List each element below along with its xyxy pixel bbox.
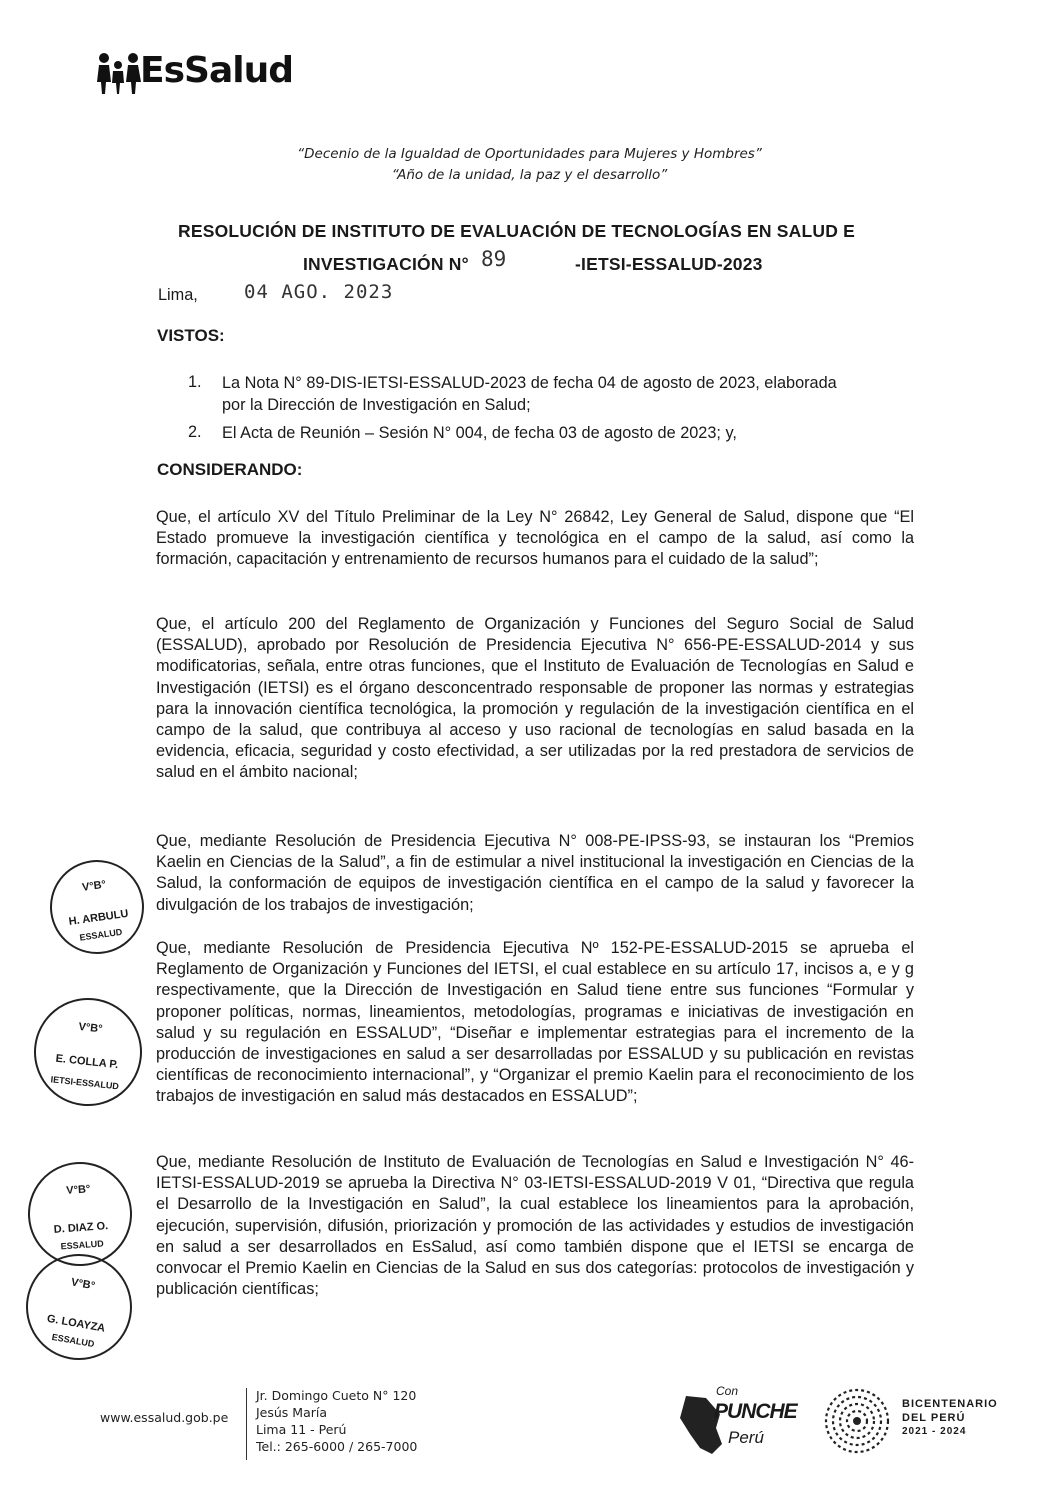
considerando-paragraph: Que, el artículo XV del Título Preliminar de la Ley N° 26842, Ley General de Salud, dispone que “El Estado promueve la investigación científica y tecnológica en el campo de la salud, así como la formación, capacitación y entrenamiento de recursos humanos para el cuidado de la salud”; <box>156 508 914 569</box>
footer-website[interactable]: www.essalud.gob.pe <box>100 1410 229 1425</box>
vistos-item-text: por la Dirección de Investigación en Salud; <box>222 396 531 414</box>
bicentenario-sun-icon <box>822 1386 892 1456</box>
vistos-item-text: La Nota N° 89-DIS-IETSI-ESSALUD-2023 de fecha 04 de agosto de 2023, elaborada <box>222 374 837 392</box>
considerando-heading: CONSIDERANDO: <box>157 460 303 479</box>
essalud-logo <box>96 46 316 104</box>
footer-address-line: Jr. Domingo Cueto N° 120 <box>256 1388 417 1403</box>
footer-address-line: Lima 11 - Perú <box>256 1422 347 1437</box>
con-punche-peru-logo <box>676 1384 806 1460</box>
slogan-decade: “Decenio de la Igualdad de Oportunidades para Mujeres y Hombres” <box>297 146 762 162</box>
stamp-vb: V°B° <box>70 1276 96 1293</box>
vistos-item-number: 2. <box>188 423 202 441</box>
vistos-heading: VISTOS: <box>157 326 225 345</box>
stamp-name: G. LOAYZA <box>46 1312 107 1335</box>
family-icon <box>96 50 142 96</box>
bicentenario-line-1: BICENTENARIO <box>902 1398 998 1410</box>
resolution-title-line-1: RESOLUCIÓN DE INSTITUTO DE EVALUACIÓN DE TECNOLOGÍAS EN SALUD E <box>178 221 855 241</box>
considerando-paragraph: Que, mediante Resolución de Instituto de Evaluación de Tecnologías en Salud e Investigación N° 46-IETSI-ESSALUD-2019 se aprueba la Directiva N° 03-IETSI-ESSALUD-2019 V 01, “Directiva que regula el Desarrollo de la Investigación en Salud”, la cual establece los lineamientos para la aprobación, ejecución, supervisión, difusión, priorización y promoción de las actividades y estudios de investigación en salud a ser desarrollados en EsSalud, así como también dispone que el IETSI se encarga de convocar el Premio Kaelin en Ciencias de la Salud en sus dos categorías: protocolos de investigación y publicación científicas; <box>156 1153 914 1299</box>
vistos-item-text: El Acta de Reunión – Sesión N° 004, de fecha 03 de agosto de 2023; y, <box>222 424 737 442</box>
stamp-name: D. DIAZ O. <box>53 1220 109 1236</box>
considerando-paragraph: Que, mediante Resolución de Presidencia Ejecutiva N° 008-PE-IPSS-93, se instauran los “Premios Kaelin en Ciencias de la Salud”, a fin de estimular a nivel institucional la investigación en Ciencias de la Salud, la conformación de equipos de investigación científica en el campo de la salud y favorecer la divulgación de los trabajos de investigación; <box>156 832 914 914</box>
stamp-name: E. COLLA P. <box>55 1052 119 1072</box>
campaign-punche: PUNCHE <box>714 1400 797 1423</box>
vistos-item-number: 1. <box>188 373 202 391</box>
campaign-peru: Perú <box>728 1428 764 1447</box>
bicentenario-years: 2021 - 2024 <box>902 1426 967 1437</box>
considerando-paragraph: Que, mediante Resolución de Presidencia Ejecutiva Nº 152-PE-ESSALUD-2015 se aprueba el Reglamento de Organización y Funciones del IETSI, el cual establece en su artículo 17, incisos a, e y g respectivamente, que la Dirección de Investigación en Salud tiene entre sus funciones “Formular y proponer políticas, normas, lineamientos, metodologías, programas e iniciativas de investigación en salud y su regulación en ESSALUD”, “Diseñar e implementar estrategias para el incremento de la producción de investigaciones en salud a ser desarrolladas por ESSALUD y su publicación en revistas científicas de reconocimiento internacional”, y “Organizar el premio Kaelin para el reconocimiento de los trabajos de investigación en salud más destacados en ESSALUD”; <box>156 939 914 1106</box>
date-stamp: 04 AGO. 2023 <box>244 281 394 303</box>
footer-phone: Tel.: 265-6000 / 265-7000 <box>256 1439 418 1454</box>
resolution-title-suffix: -IETSI-ESSALUD-2023 <box>575 254 763 274</box>
approval-stamp <box>24 1158 135 1269</box>
stamp-org: ESSALUD <box>60 1238 104 1252</box>
approval-stamp <box>18 1246 141 1369</box>
place-label: Lima, <box>158 286 198 304</box>
stamp-vb: V°B° <box>65 1183 91 1197</box>
stamp-vb: V°B° <box>77 1020 104 1036</box>
considerando-paragraph: Que, el artículo 200 del Reglamento de Organización y Funciones del Seguro Social de Salud (ESSALUD), aprobado por Resolución de Presidencia Ejecutiva N° 656-PE-ESSALUD-2014 y sus modificatorias, señala, entre otras funciones, que el Instituto de Evaluación de Tecnologías en Salud e Investigación (IETSI) es el órgano desconcentrado responsable de proponer las normas y estrategias para la innovación científica tecnológica, la promoción y regulación de la investigación científica en el campo de la salud, que contribuya al acceso y uso racional de tecnologías en salud basada en la evidencia, eficacia, seguridad y costo efectividad, a ser utilizadas por la red prestadora de servicios de salud en el ámbito nacional; <box>156 615 914 782</box>
resolution-number: 89 <box>481 247 507 271</box>
approval-stamp <box>29 993 148 1112</box>
campaign-con: Con <box>716 1384 739 1398</box>
stamp-org: IETSI-ESSALUD <box>50 1074 120 1092</box>
stamp-org: ESSALUD <box>78 926 123 943</box>
stamp-org: ESSALUD <box>51 1331 96 1350</box>
brand-name: EsSalud <box>140 50 293 91</box>
footer-divider <box>246 1388 247 1460</box>
resolution-title-prefix: INVESTIGACIÓN N° <box>303 254 469 274</box>
slogan-year: “Año de la unidad, la paz y el desarrollo” <box>391 167 668 183</box>
footer-address-line: Jesús María <box>256 1405 328 1420</box>
stamp-name: H. ARBULU <box>67 907 130 929</box>
bicentenario-line-2: DEL PERÚ <box>902 1412 966 1424</box>
stamp-vb: V°B° <box>81 878 107 894</box>
approval-stamp <box>44 854 150 960</box>
